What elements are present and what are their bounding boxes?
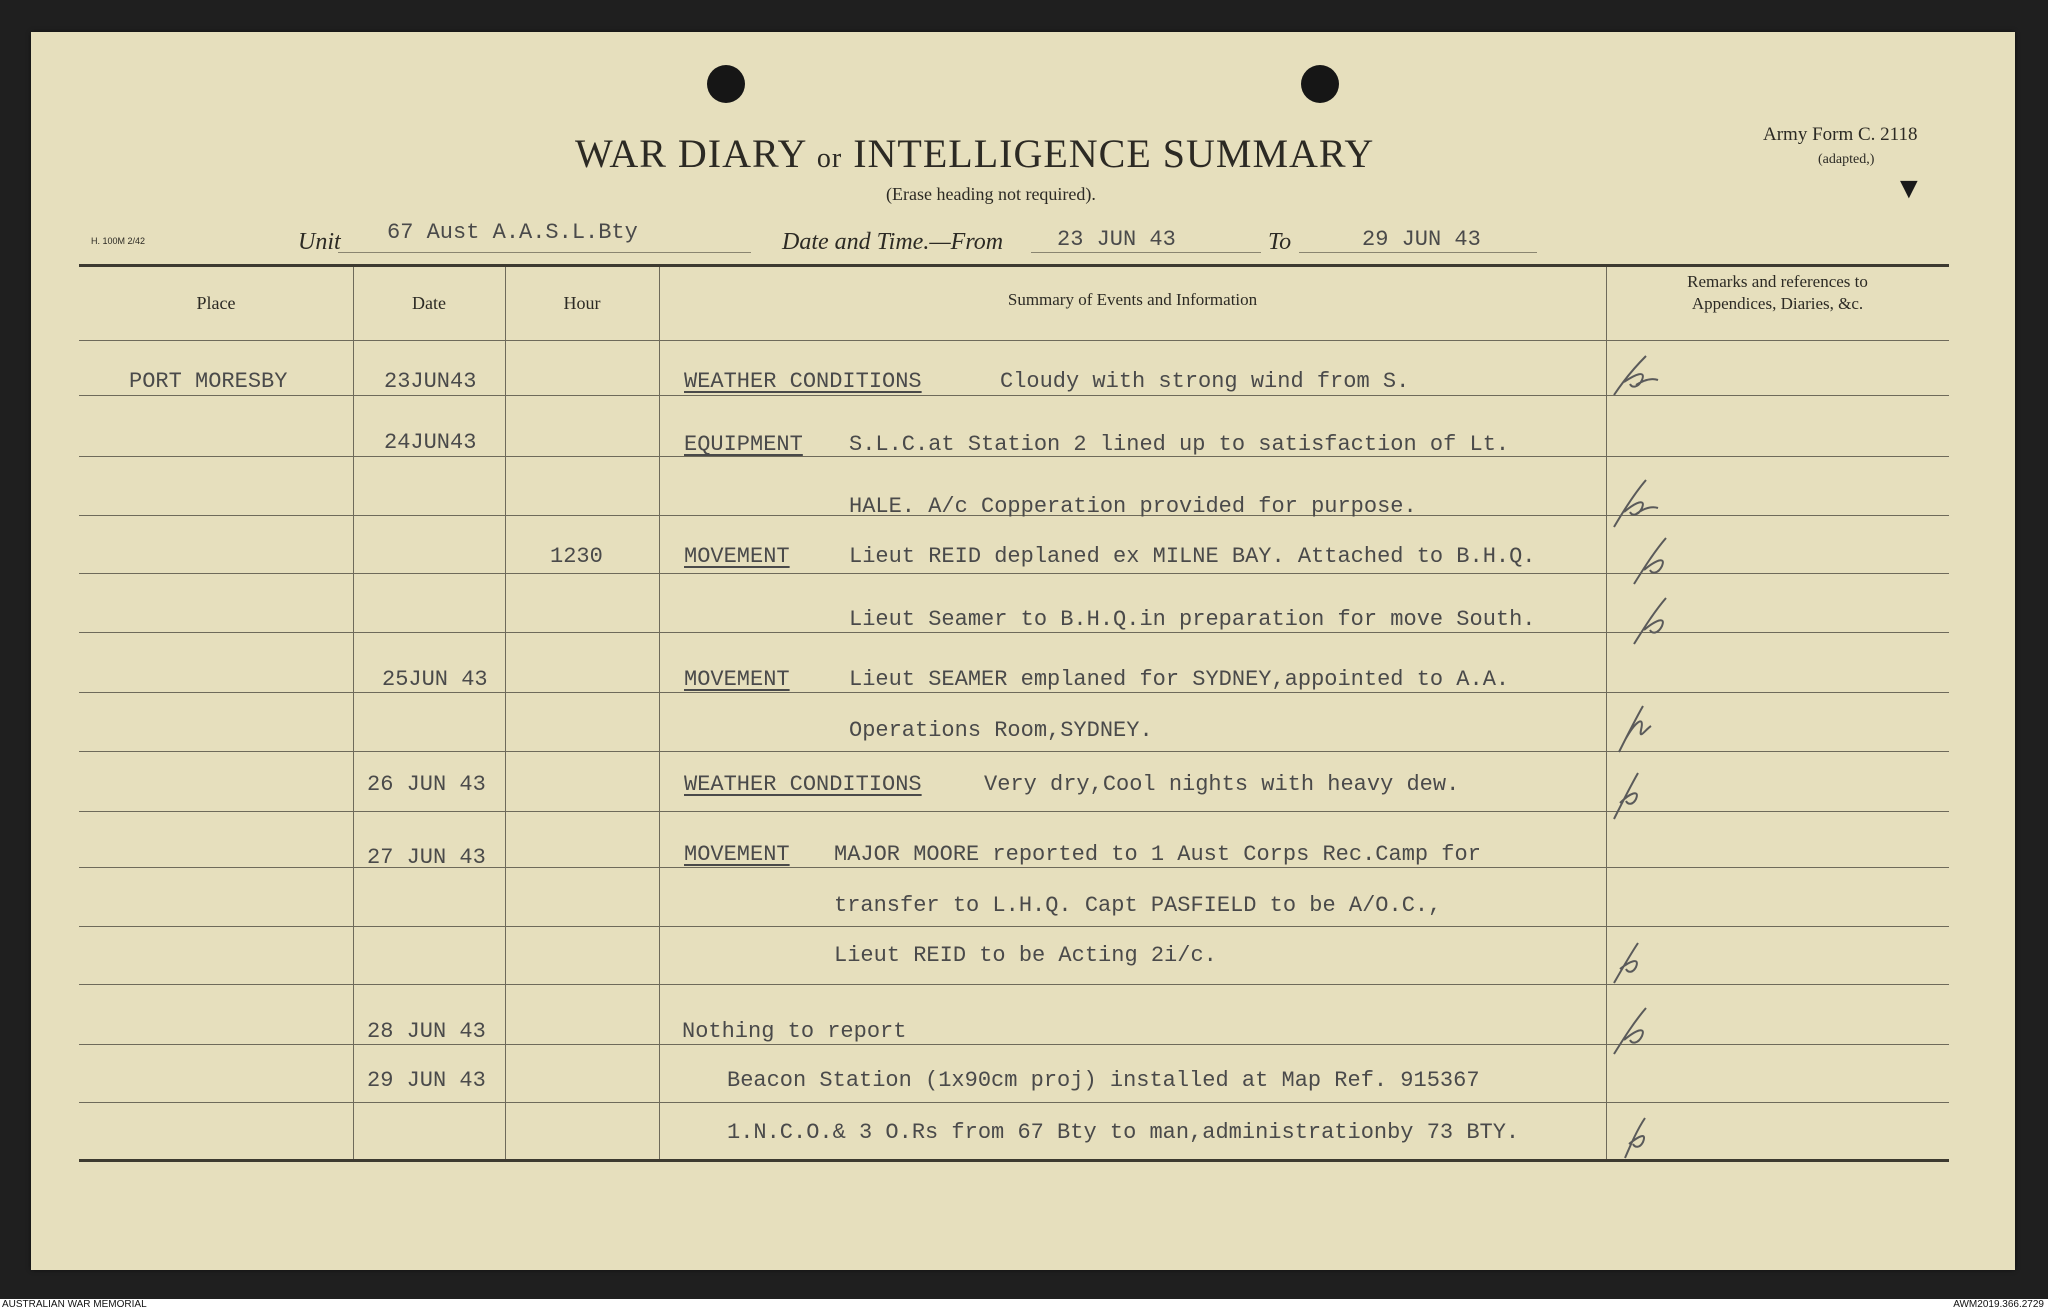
column-header-remarks-line-2: Appendices, Diaries, &c. — [1691, 294, 1864, 313]
form-title — [575, 130, 1374, 177]
punch-hole-left — [707, 65, 745, 103]
initial-signature-icon — [1606, 472, 1666, 532]
entry-heading: EQUIPMENT — [684, 432, 803, 457]
to-date-value: 29 JUN 43 — [1362, 227, 1481, 252]
row-rule — [79, 692, 1949, 693]
diary-sheet — [31, 32, 2015, 1270]
entry-hour: 1230 — [550, 544, 603, 569]
entry-text: Operations Room,SYDNEY. — [849, 718, 1153, 743]
title-intelligence-summary: INTELLIGENCE SUMMARY — [853, 131, 1375, 176]
entry-date: 28 JUN 43 — [367, 1019, 486, 1044]
initial-signature-icon — [1606, 350, 1666, 400]
army-form-adapted: (adapted,) — [1818, 152, 1875, 167]
entry-text: Very dry,Cool nights with heavy dew. — [984, 772, 1460, 797]
print-code: H. 100M 2/42 — [91, 236, 146, 246]
row-rule — [79, 751, 1949, 752]
entry-text: HALE. A/c Copperation provided for purpose. — [849, 494, 1417, 519]
entry-heading: MOVEMENT — [684, 544, 790, 569]
punch-hole-right — [1301, 65, 1339, 103]
entry-date: 25JUN 43 — [382, 667, 488, 692]
initial-signature-icon — [1611, 700, 1666, 755]
to-label: To — [1268, 229, 1292, 255]
unit-value: 67 Aust A.A.S.L.Bty — [387, 220, 638, 245]
entry-date: 27 JUN 43 — [367, 845, 486, 870]
initial-signature-icon — [1626, 592, 1686, 647]
table-bottom-border — [79, 1159, 1949, 1162]
archive-footer — [0, 1299, 2048, 1313]
initial-signature-icon — [1606, 937, 1661, 987]
row-rule — [79, 1044, 1949, 1045]
row-rule — [79, 811, 1949, 812]
entry-heading: MOVEMENT — [684, 842, 790, 867]
form-subtitle: (Erase heading not required). — [886, 184, 1096, 204]
entry-date: 29 JUN 43 — [367, 1068, 486, 1093]
entry-text: Lieut Seamer to B.H.Q.in preparation for move South. — [849, 607, 1536, 632]
column-divider-hour — [659, 267, 660, 1159]
unit-label: Unit — [298, 229, 341, 255]
to-underline — [1299, 252, 1537, 253]
footer-accession-number: AWM2019.366.2729 — [1953, 1299, 2044, 1310]
entry-text: S.L.C.at Station 2 lined up to satisfaction of Lt. — [849, 432, 1510, 457]
entry-text: MAJOR MOORE reported to 1 Aust Corps Rec.Camp for — [834, 842, 1481, 867]
title-war-diary: WAR DIARY — [575, 131, 806, 176]
paper-damage-mark: ▼ — [1894, 172, 1924, 205]
initial-signature-icon — [1626, 532, 1686, 587]
entry-place: PORT MORESBY — [129, 369, 288, 394]
entry-date: 24JUN43 — [384, 430, 477, 455]
initial-signature-icon — [1606, 767, 1661, 822]
column-header-place: Place — [196, 293, 236, 313]
entry-text: transfer to L.H.Q. Capt PASFIELD to be A/O.C., — [834, 893, 1442, 918]
entry-date: 26 JUN 43 — [367, 772, 486, 797]
entry-heading: WEATHER CONDITIONS — [684, 772, 922, 797]
date-time-label: Date and Time.—From — [782, 229, 1004, 255]
unit-underline — [338, 252, 751, 253]
row-rule — [79, 395, 1949, 396]
entry-text: Lieut REID deplaned ex MILNE BAY. Attached to B.H.Q. — [849, 544, 1536, 569]
header-row-divider — [79, 340, 1949, 341]
entry-text: Cloudy with strong wind from S. — [1000, 369, 1410, 394]
entry-heading: MOVEMENT — [684, 667, 790, 692]
row-rule — [79, 867, 1949, 868]
column-divider-date — [505, 267, 506, 1159]
initial-signature-icon — [1606, 1002, 1666, 1057]
title-or: or — [816, 143, 843, 174]
from-underline — [1031, 252, 1261, 253]
table-top-border — [79, 264, 1949, 267]
entry-date: 23JUN43 — [384, 369, 477, 394]
column-header-remarks-line-1: Remarks and references to — [1687, 272, 1868, 291]
entry-heading: WEATHER CONDITIONS — [684, 369, 922, 394]
entry-text: Nothing to report — [682, 1019, 907, 1044]
footer-institution: AUSTRALIAN WAR MEMORIAL — [2, 1299, 147, 1310]
initial-signature-icon — [1617, 1112, 1667, 1162]
column-divider-place — [353, 267, 354, 1159]
column-header-hour: Hour — [563, 293, 601, 313]
row-rule — [79, 1102, 1949, 1103]
from-date-value: 23 JUN 43 — [1057, 227, 1176, 252]
entry-text: Lieut REID to be Acting 2i/c. — [834, 943, 1217, 968]
entry-text: Lieut SEAMER emplaned for SYDNEY,appointed to A.A. — [849, 667, 1510, 692]
column-header-date: Date — [412, 293, 446, 313]
row-rule — [79, 926, 1949, 927]
column-header-summary: Summary of Events and Information — [1007, 290, 1258, 309]
army-form-number: Army Form C. 2118 — [1763, 124, 1918, 145]
row-rule — [79, 984, 1949, 985]
entry-text: Beacon Station (1x90cm proj) installed at Map Ref. 915367 — [727, 1068, 1480, 1093]
entry-text: 1.N.C.O.& 3 O.Rs from 67 Bty to man,administrationby 73 BTY. — [727, 1120, 1520, 1145]
